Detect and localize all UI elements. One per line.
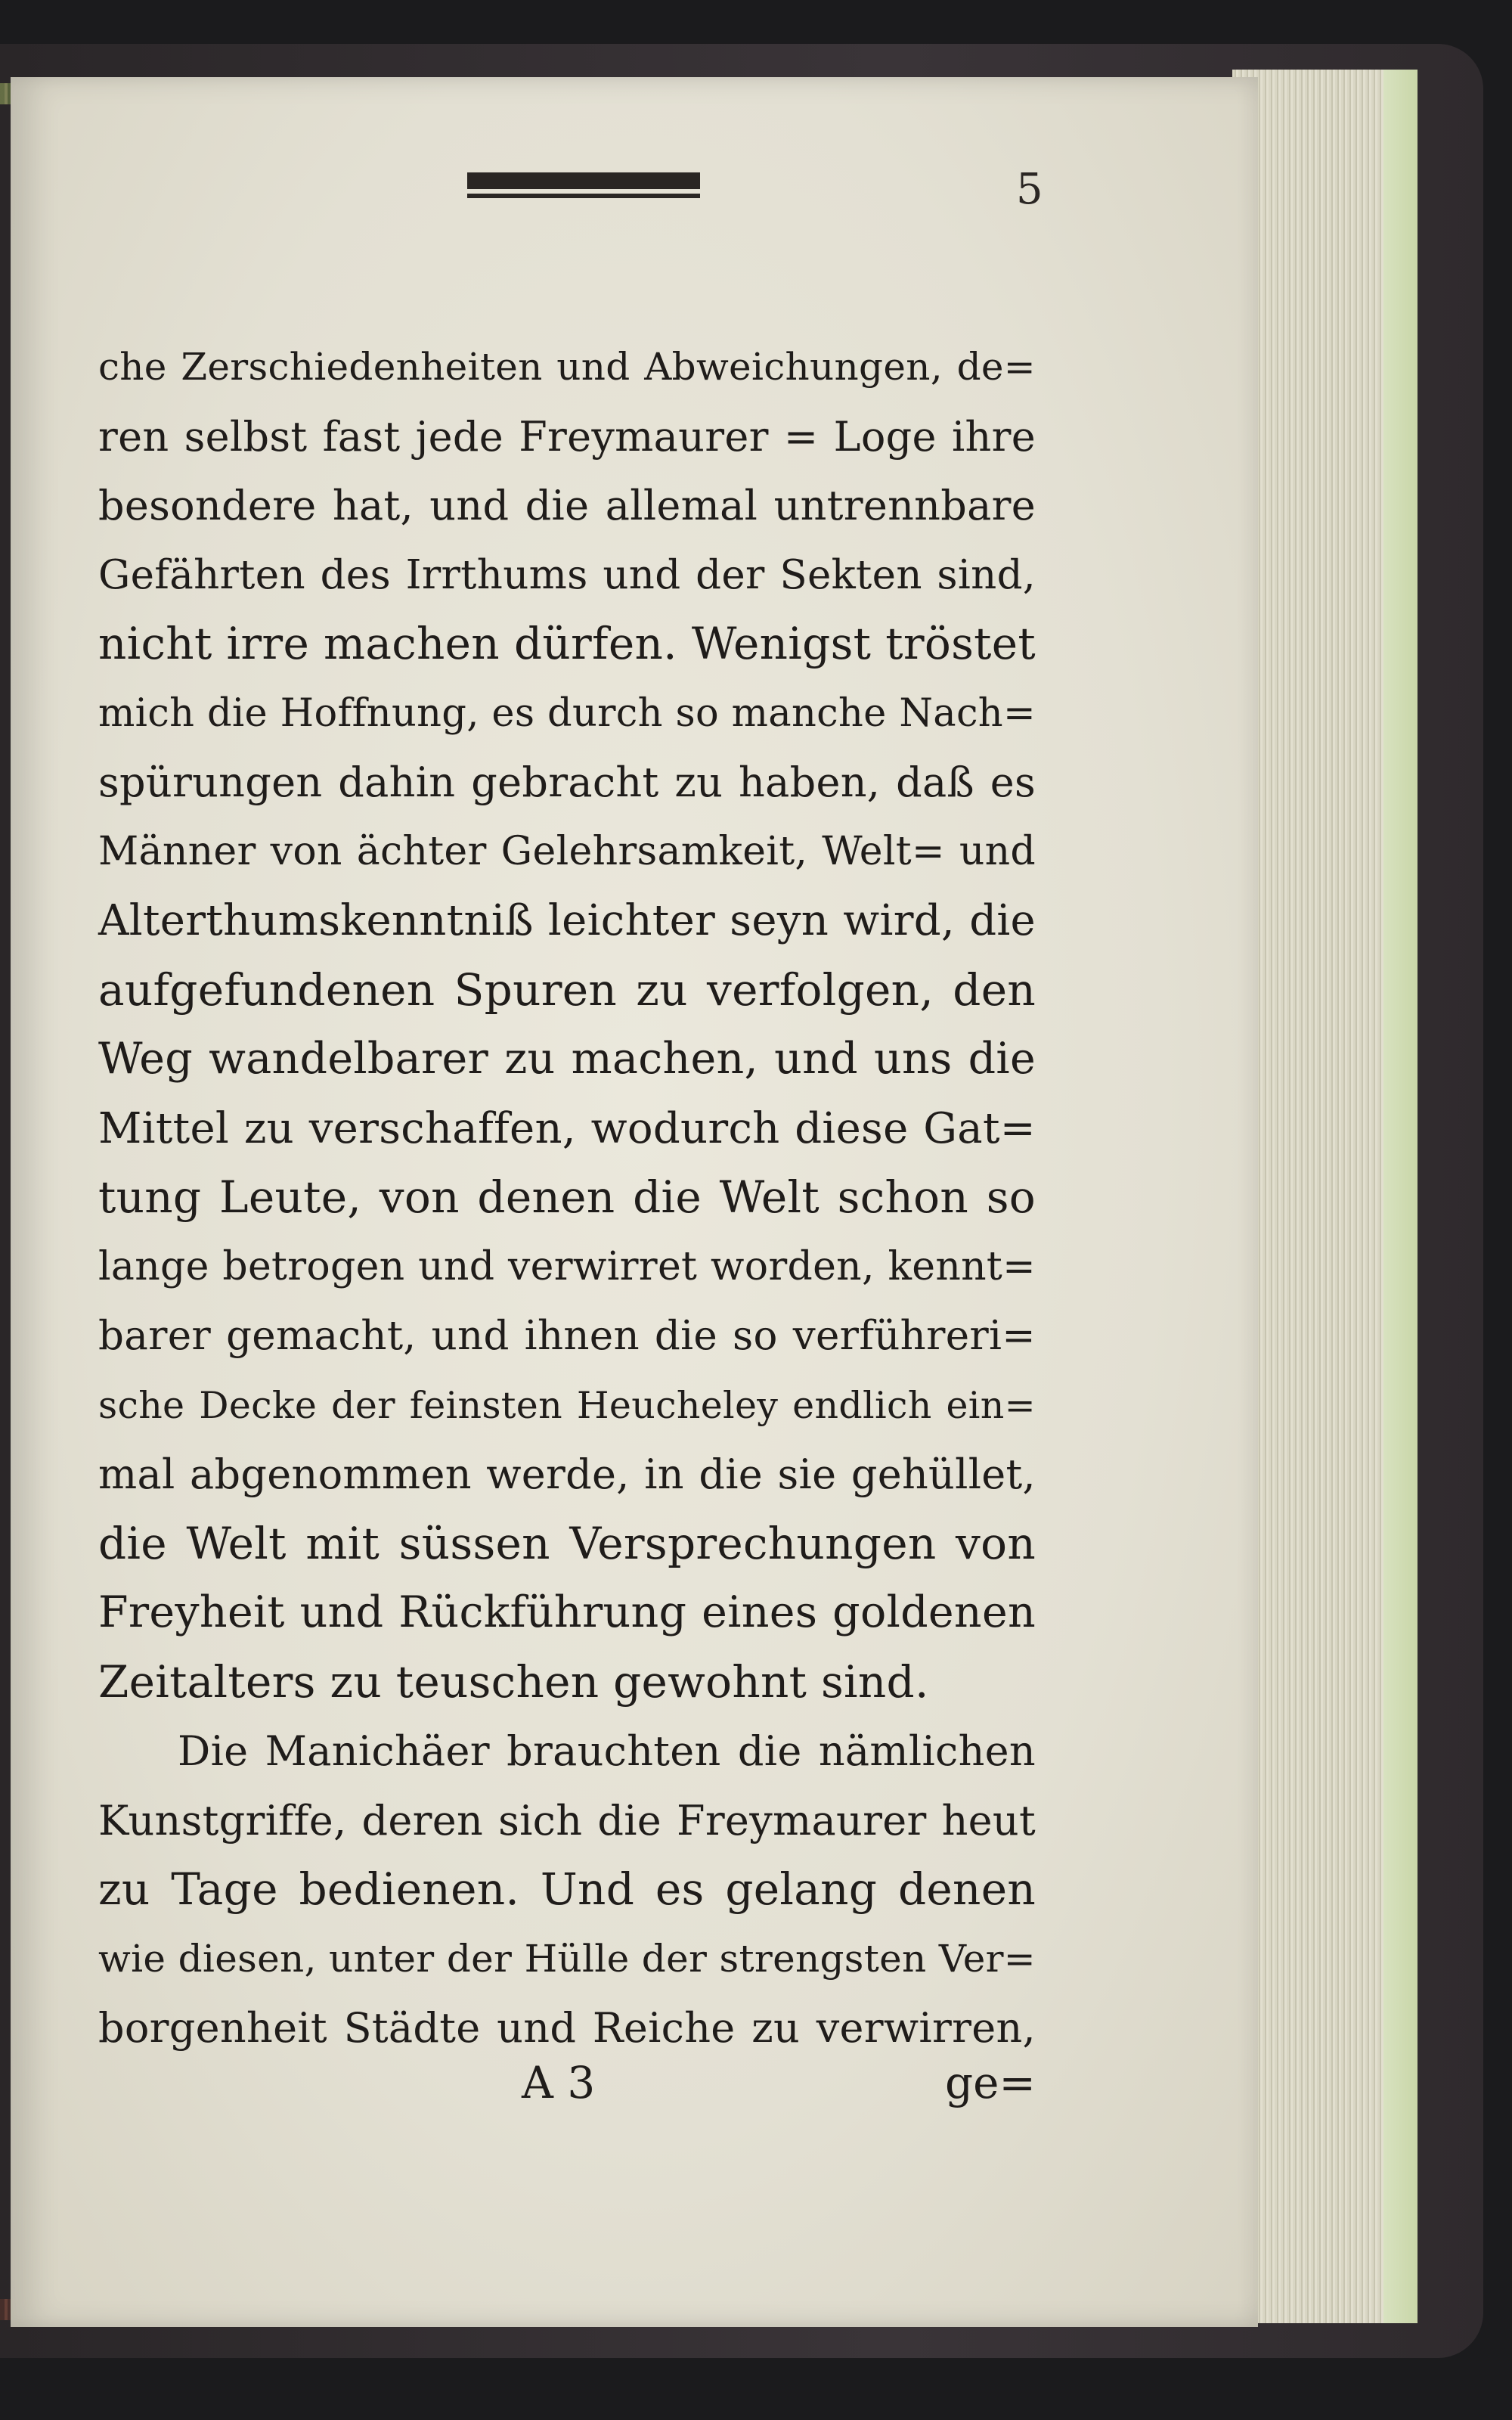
text-line: aufgefundenen Spuren zu verfolgen, den: [98, 963, 1036, 1016]
text-line: tung Leute, von denen die Welt schon so: [98, 1171, 1036, 1223]
text-line-paragraph-start: Die Manichäer brauchten die nämlichen: [178, 1727, 1036, 1775]
catchword: ge=: [944, 2057, 1036, 2108]
text-line: Gefährten des Irrthums und der Sekten sind,: [98, 551, 1036, 598]
text-line: besondere hat, und die allemal untrennbare: [98, 482, 1036, 529]
page-footer: [98, 2057, 1036, 2125]
text-line: Freyheit und Rückführung eines goldenen: [98, 1587, 1036, 1637]
text-line: Mittel zu verschaffen, wodurch diese Gat=: [98, 1103, 1036, 1153]
text-line: mich die Hoffnung, es durch so manche Nach=: [98, 690, 1036, 736]
text-line: sche Decke der feinsten Heucheley endlich ein=: [98, 1383, 1036, 1427]
text-line: Zeitalters zu teuschen gewohnt sind.: [98, 1655, 929, 1708]
text-line: lange betrogen und verwirret worden, kennt=: [98, 1243, 1036, 1289]
text-line: Männer von ächter Gelehrsamkeit, Welt= und: [98, 828, 1036, 874]
page-block-edge: [1232, 70, 1414, 2323]
text-line: che Zerschiedenheiten und Abweichungen, de=: [98, 345, 1036, 389]
header-rule-thin: [467, 194, 700, 198]
header-ornament-rule: [467, 172, 700, 203]
text-line: zu Tage bedienen. Und es gelang denen: [98, 1863, 1036, 1915]
header-rule-thick: [467, 172, 700, 189]
body-text: [98, 333, 1036, 2063]
text-line: Alterthumskenntniß leichter seyn wird, die: [98, 896, 1036, 945]
text-line: nicht irre machen dürfen. Wenigst tröstet: [98, 618, 1036, 669]
text-line: Weg wandelbarer zu machen, und uns die: [98, 1034, 1036, 1084]
page-number: 5: [1016, 165, 1043, 214]
text-line: barer gemacht, und ihnen die so verführeri=: [98, 1313, 1036, 1359]
text-line: wie diesen, unter der Hülle der strengsten Ver=: [98, 1936, 1036, 1981]
text-line: Kunstgriffe, deren sich die Freymaurer heut: [98, 1796, 1036, 1844]
signature-mark: A 3: [522, 2057, 596, 2108]
text-line: borgenheit Städte und Reiche zu verwirren,: [98, 2004, 1036, 2052]
text-line: spürungen dahin gebracht zu haben, daß es: [98, 759, 1036, 806]
text-line: ren selbst fast jede Freymaurer = Loge ihre: [98, 412, 1036, 461]
text-line: mal abgenommen werde, in die sie gehüllet,: [98, 1450, 1036, 1498]
text-line: die Welt mit süssen Versprechungen von: [98, 1517, 1036, 1569]
